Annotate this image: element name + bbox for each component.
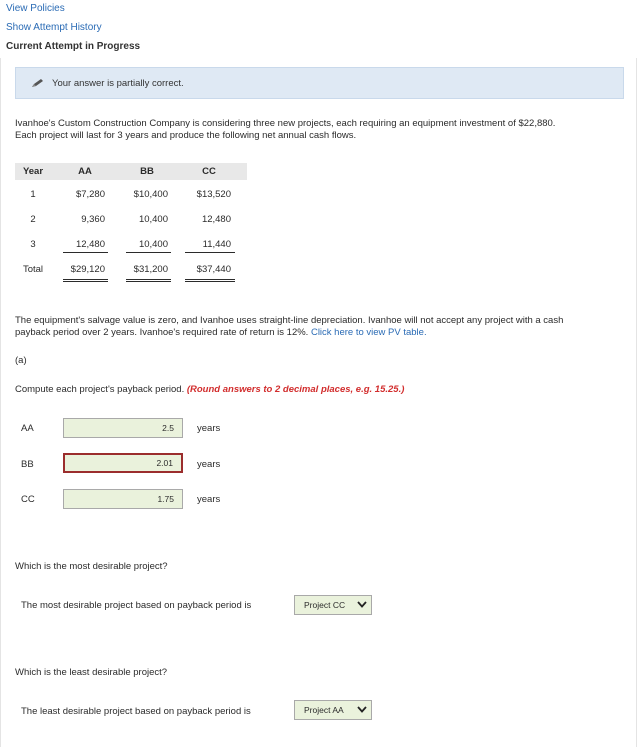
total-double-underline [126,279,171,280]
least-desirable-select[interactable] [294,700,372,720]
instruction-text: Compute each project's payback period. [15,384,185,395]
part-a-label: (a) [15,355,27,366]
bb-cell: 10,400 [138,214,168,225]
most-desirable-select[interactable] [294,595,372,615]
payback-input-aa[interactable]: 2.5 [63,418,183,438]
project-label-aa: AA [21,423,34,434]
most-desirable-question: Which is the most desirable project? [15,561,168,572]
bb-cell: 10,400 [138,239,168,250]
total-double-underline [185,279,235,280]
bb-cell: $10,400 [133,189,168,200]
cc-cell: 12,480 [201,214,231,225]
year-cell: 2 [30,214,36,225]
chevron-down-icon [357,706,367,713]
header-bb: BB [140,166,154,177]
details-line-2-text: payback period over 2 years. Ivanhoe's required rate of return is 12%. [15,327,309,338]
pencil-icon [30,78,44,88]
header-year: Year [22,166,44,177]
notice-text: Your answer is partially correct. [52,78,184,89]
most-desirable-statement: The most desirable project based on payback period is [21,600,252,611]
details-line-2 [15,327,625,339]
partial-correct-notice [15,67,624,99]
pv-table-link[interactable]: Click here to view PV table. [310,327,427,338]
bb-total: $31,200 [133,264,168,275]
payback-input-bb[interactable]: 2.01 [63,453,183,473]
problem-intro [15,118,625,142]
part-a-instruction [15,384,404,395]
total-double-underline [63,279,108,280]
header-cc: CC [202,166,216,177]
most-desirable-value: Project CC [304,600,346,610]
payback-input-cc[interactable]: 1.75 [63,489,183,509]
show-attempt-history-link[interactable]: Show Attempt History [6,22,102,33]
question-frame [0,58,637,747]
subtotal-underline [63,252,108,253]
aa-cell: 12,480 [75,239,105,250]
total-double-underline [63,281,108,282]
year-cell: 1 [30,189,36,200]
cc-total: $37,440 [196,264,231,275]
subtotal-underline [126,252,171,253]
view-policies-link[interactable]: View Policies [6,3,65,14]
year-cell: 3 [30,239,36,250]
years-unit: years [197,423,221,434]
cc-cell: 11,440 [202,239,231,250]
aa-cell: $7,280 [75,189,105,200]
total-double-underline [185,281,235,282]
years-unit: years [197,459,221,470]
total-label: Total [22,264,44,275]
problem-details [15,315,625,339]
least-desirable-question: Which is the least desirable project? [15,667,168,678]
header-aa: AA [78,166,92,177]
aa-cell: 9,360 [81,214,105,225]
subtotal-underline [185,252,235,253]
years-unit: years [197,494,221,505]
project-label-cc: CC [21,494,35,505]
aa-total: $29,120 [70,264,105,275]
total-double-underline [126,281,171,282]
intro-line-2: Each project will last for 3 years and produce the following net annual cash flows. [15,130,357,141]
least-desirable-value: Project AA [304,705,344,715]
cc-cell: $13,520 [196,189,231,200]
project-label-bb: BB [21,459,34,470]
chevron-down-icon [357,601,367,608]
details-line-1: The equipment's salvage value is zero, and Ivanhoe uses straight-line depreciation. Ivanhoe will not accept any project with a cash [15,315,564,326]
rounding-note: (Round answers to 2 decimal places, e.g. 15.25.) [186,384,405,395]
least-desirable-statement: The least desirable project based on payback period is [21,706,251,717]
intro-line-1: Ivanhoe's Custom Construction Company is considering three new projects, each requiring an equipment investment of $22,880. [15,118,556,129]
current-attempt-label: Current Attempt in Progress [6,41,141,52]
